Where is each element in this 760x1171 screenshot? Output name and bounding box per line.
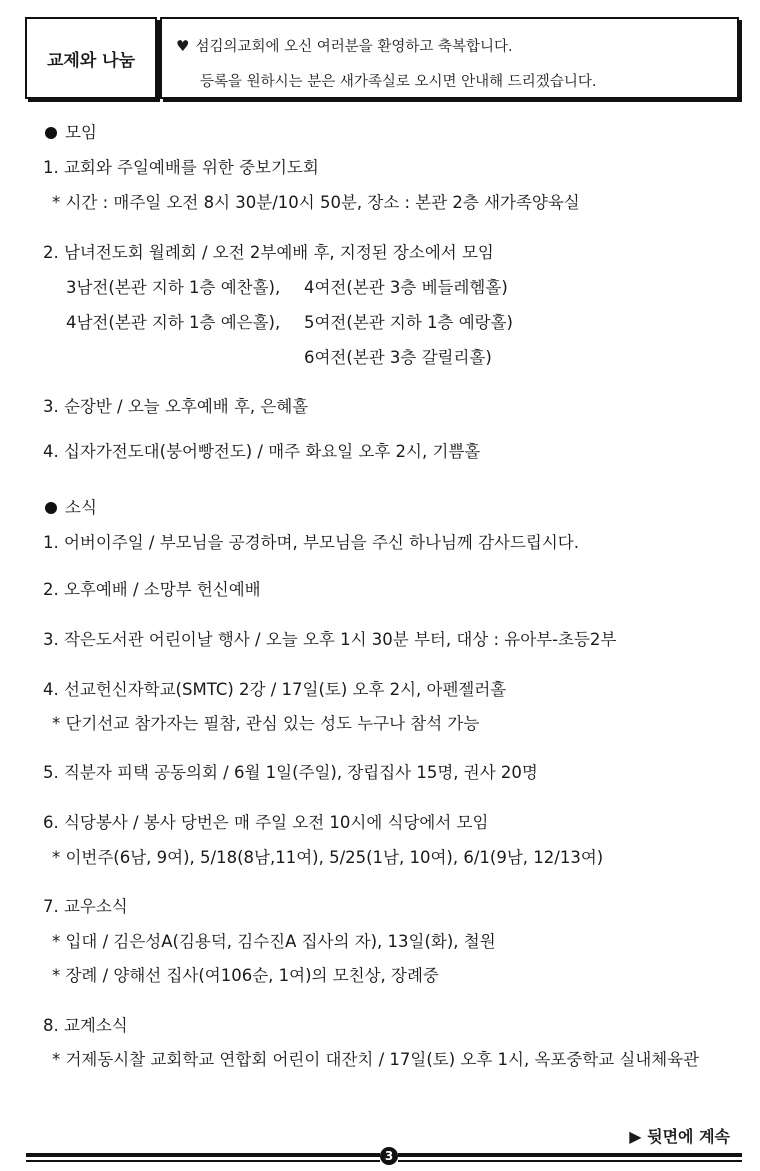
meeting-item-detail: * 시간 : 매주일 오전 8시 30분/10시 50분, 장소 : 본관 2층 새가족양육실 [52, 193, 580, 212]
meeting-location: 4남전(본관 지하 1층 예은홀), [66, 313, 281, 332]
meetings-heading-label: 모임 [65, 123, 97, 142]
welcome-notice-line [176, 35, 513, 56]
meeting-location: 4여전(본관 3층 베들레헴홀) [304, 278, 508, 297]
section-title: 교제와 나눔 [46, 50, 136, 71]
meeting-location: 3남전(본관 지하 1층 예찬홀), [66, 278, 281, 297]
news-item: 7. 교우소식 [43, 897, 128, 916]
bullet-icon [45, 502, 57, 514]
section-title-box [25, 17, 157, 99]
news-heading-label: 소식 [65, 498, 97, 517]
footer-thick-line [26, 1153, 380, 1157]
news-item-detail: * 단기선교 참가자는 필참, 관심 있는 성도 누구나 참석 가능 [52, 714, 480, 733]
footer-rule-left [26, 1150, 380, 1164]
meeting-item: 3. 순장반 / 오늘 오후예배 후, 은혜홀 [43, 397, 309, 416]
meeting-location: 6여전(본관 3층 갈릴리홀) [304, 348, 492, 367]
registration-notice-line: 등록을 원하시는 분은 새가족실로 오시면 안내해 드리겠습니다. [200, 74, 597, 90]
welcome-notice-box [160, 17, 739, 99]
meeting-item: 1. 교회와 주일예배를 위한 중보기도회 [43, 158, 319, 177]
news-item: 6. 식당봉사 / 봉사 당번은 매 주일 오전 10시에 식당에서 모임 [43, 813, 489, 832]
news-item-detail: * 장례 / 양해선 집사(여106순, 1여)의 모친상, 장례중 [52, 966, 439, 985]
page-number: 3 [380, 1147, 398, 1165]
news-item-detail: * 거제동시찰 교회학교 연합회 어린이 대잔치 / 17일(토) 오후 1시, 옥포중학교 실내체육관 [52, 1050, 700, 1069]
footer-thin-line [398, 1160, 742, 1162]
news-item-detail: * 이번주(6남, 9여), 5/18(8남,11여), 5/25(1남, 10여), 6/1(9남, 12/13여) [52, 848, 604, 867]
meeting-item: 4. 십자가전도대(붕어빵전도) / 매주 화요일 오후 2시, 기쁨홀 [43, 442, 481, 461]
meetings-heading [45, 123, 97, 143]
news-item: 8. 교계소식 [43, 1016, 128, 1035]
continue-on-back-label: ▶ 뒷면에 계속 [629, 1127, 730, 1146]
news-item: 1. 어버이주일 / 부모님을 공경하며, 부모님을 주신 하나님께 감사드립시다. [43, 533, 579, 552]
footer-rule-right [398, 1150, 742, 1164]
footer-thick-line [398, 1153, 742, 1157]
footer-thin-line [26, 1160, 380, 1162]
news-item: 2. 오후예배 / 소망부 헌신예배 [43, 580, 261, 599]
news-heading [45, 498, 97, 518]
news-item: 3. 작은도서관 어린이날 행사 / 오늘 오후 1시 30분 부터, 대상 : 유아부-초등2부 [43, 630, 617, 649]
meeting-item: 2. 남녀전도회 월례회 / 오전 2부예배 후, 지정된 장소에서 모임 [43, 243, 494, 262]
news-item: 4. 선교헌신자학교(SMTC) 2강 / 17일(토) 오후 2시, 아펜젤러홀 [43, 680, 507, 699]
heart-icon: ♥ [176, 37, 190, 55]
bullet-icon [45, 127, 57, 139]
news-item: 5. 직분자 피택 공동의회 / 6월 1일(주일), 장립집사 15명, 권사 20명 [43, 763, 538, 782]
news-item-detail: * 입대 / 김은성A(김용덕, 김수진A 집사의 자), 13일(화), 철원 [52, 932, 496, 951]
welcome-text: 섬김의교회에 오신 여러분을 환영하고 축복합니다. [195, 39, 513, 55]
meeting-location: 5여전(본관 지하 1층 예랑홀) [304, 313, 513, 332]
